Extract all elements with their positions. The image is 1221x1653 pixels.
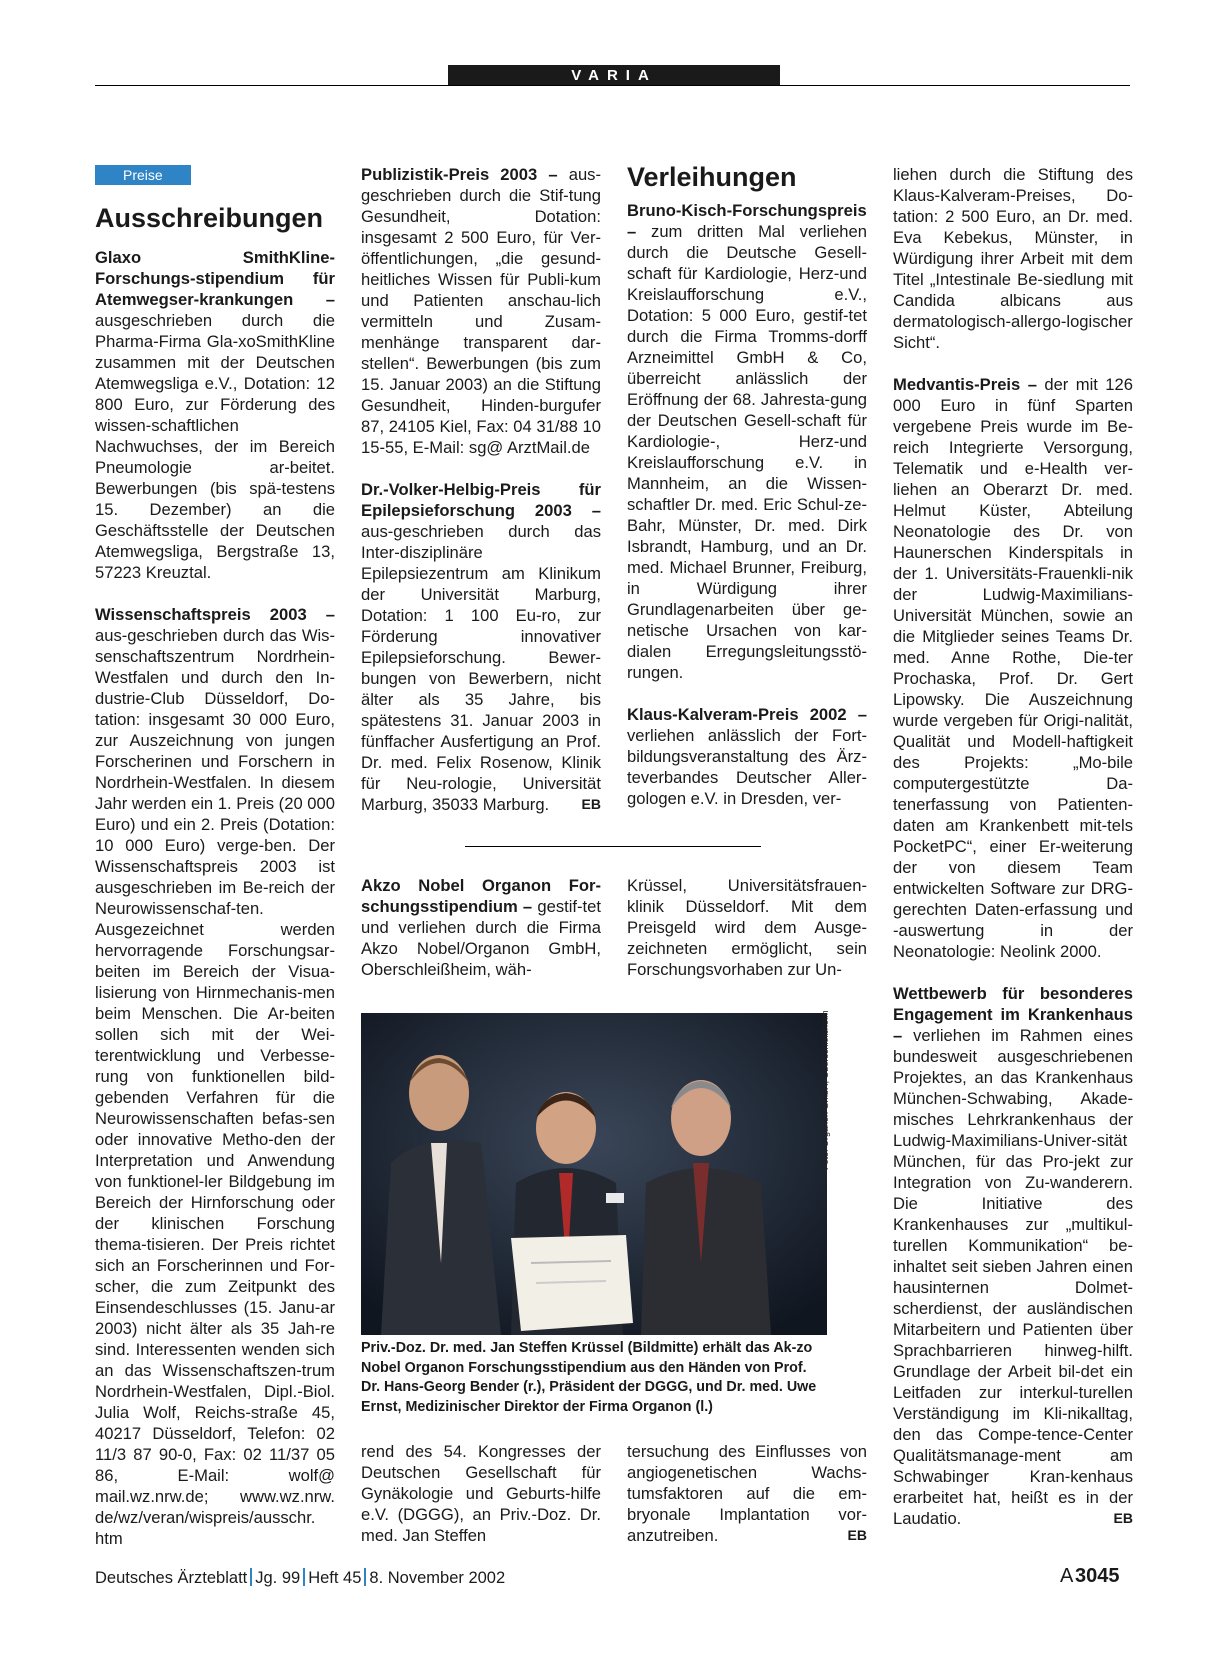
volume: Jg. 99 (255, 1569, 301, 1587)
section-header: VARIA (448, 65, 780, 86)
column-2 (361, 164, 601, 836)
footer-separator (303, 1568, 305, 1586)
article-wissenschaftspreis (95, 604, 335, 1549)
category-tag: Preise (95, 165, 191, 185)
article-title: Wettbewerb für besonderes Engagement im Krankenhaus – (893, 984, 1133, 1045)
column-4 (893, 164, 1133, 1550)
article-body: der mit 126 000 Euro in fünf Sparten vergebene Preis wurde im Be-reich Integrierte Versorgung, Telematik und e-Health ver-liehen an Oberarzt Dr. med. Helmut Küster, Abteilung Neonatologie des Dr. von Haunerschen Kinderspitals in der 1. Universitäts-Frauenkli-nik der Ludwig-Maximilians-Universität München, sowie an die Mitglieder seines Teams Dr. med. Anne Rothe, Die-ter Prochaska, Prof. Dr. Gert Lipowsky. Die Auszeichnung wurde vergeben für Origi-nalität, Qualität und Modell-haftigkeit des Projekts: „Mo-bile computergestützte Da-tenerfassung von Patienten-daten am Krankenbett mit-tels PocketPC“, einer Er-weiterung der von diesem Team entwickelten Software zur DRG-gerechten Daten-erfassung und -auswertung in der Neonatologie: Neolink 2000. (893, 375, 1133, 961)
article-body-para (627, 875, 867, 980)
article-body: gestif-tet und verliehen durch die Firma Akzo Nobel/Organon GmbH, Oberschleißheim, wäh- (361, 897, 602, 979)
article-body: liehen durch die Stiftung des Klaus-Kalveram-Preises, Do-tation: 2 500 Euro, an Dr. med. Eva Kebekus, Münster, in Würdigung ihrer Arbeit mit dem Titel „Intestinale Be-siedlung mit Candida albicans aus dermatologisch-allergo-logischer Sicht“. (893, 165, 1133, 352)
article-kalveram-cont (893, 164, 1133, 353)
article-title: Publizistik-Preis 2003 – (361, 165, 558, 184)
article-helbig (361, 479, 601, 815)
page-number (1060, 1565, 1120, 1588)
author-signature: EB (847, 1527, 867, 1543)
article-title: Akzo Nobel Organon For-schungsstipendium – (361, 876, 601, 916)
journal-name: Deutsches Ärzteblatt (95, 1569, 248, 1587)
photo-caption: Priv.-Doz. Dr. med. Jan Steffen Krüssel (Bildmitte) erhält das Ak-zo Nobel Organon Forschungsstipendium aus den Händen von Prof. Dr. Hans-Georg Bender (r.), Präsident der DGGG, und Dr. med. Uwe Ernst, Medizinischer Direktor der Firma Organon (l.) (361, 1340, 817, 1415)
article-title: Wissenschaftspreis 2003 – (95, 605, 335, 624)
page-prefix: A (1060, 1565, 1074, 1587)
column-1 (95, 164, 335, 1570)
akzo-article-cont (627, 875, 867, 1001)
article-body-para (361, 1441, 601, 1546)
article-body: aus-geschrieben durch das Inter-disziplinäre Epilepsiezentrum am Klinikum der Universität Marburg, Dotation: 1 100 Eu-ro, zur Förderung innovativer Epilepsieforschung. Bewer-bungen von Bewerbern, nicht älter als 35 Jahre, bis spätestens 31. Januar 2003 in fünffacher Ausfertigung an Prof. Dr. med. Felix Rosenow, Klinik für Neu-rologie, Universität Marburg, 35033 Marburg. (361, 522, 601, 814)
article-body: rend des 54. Kongresses der Deutschen Gesellschaft für Gynäkologie und Geburts-hilfe e.V. (DGGG), an Priv.-Doz. Dr. med. Jan Steffen (361, 1442, 601, 1545)
author-signature: EB (581, 796, 601, 812)
article-title: Dr.-Volker-Helbig-Preis für Epilepsieforschung 2003 – (361, 480, 601, 520)
page-number-value: 3045 (1075, 1565, 1120, 1587)
column-3 (627, 164, 867, 830)
article-akzo (361, 875, 601, 980)
award-photo (361, 1013, 827, 1335)
akzo-article-end (361, 1441, 601, 1567)
article-body: verliehen im Rahmen eines bundesweit ausgeschriebenen Projektes, an das Krankenhaus München-Schwabing, Akade-misches Lehrkrankenhaus der Ludwig-Maximilians-Univer-sität München, für das Pro-jekt zur Integration von Zu-wanderern. Die Initiative des Krankenhauses zur „multikul-turellen Kommunikation“ be-inhaltet seit sieben Jahren einen hausinternen Dolmet-scherdienst, der ausländischen Mitarbeitern und Patienten über Sprachbarrieren hinweg-hilft. Grundlage der Arbeit bil-det ein Leitfaden zur interkul-turellen Verständigung im Kli-nikalltag, den das Compe-tence-Center Qualitätsmanage-ment am Schwabinger Kran-kenhaus erarbeitet hat, heißt es in der Laudatio. (893, 1026, 1133, 1528)
footer-citation (95, 1568, 505, 1588)
article-body: tersuchung des Einflusses von angiogenetischen Wachs-tumsfaktoren auf die em-bryonale Implantation vor-anzutreiben. (627, 1442, 867, 1545)
akzo-article-start (361, 875, 601, 1001)
article-bruno-kisch (627, 200, 867, 683)
article-title: Medvantis-Preis – (893, 375, 1037, 394)
article-body: zum dritten Mal verliehen durch die Deutsche Gesell-schaft für Kardiologie, Herz-und Kreislaufforschung e.V., Dotation: 5 000 Euro, gestif-tet durch die Firma Tromms-dorff Arzneimittel GmbH & Co, überreicht anlässlich der Eröffnung der 68. Jahresta-gung der Deutschen Gesell-schaft für Kardiologie-, Herz-und Kreislaufforschung e.V. in Mannheim, an die Wissen-schaftler Dr. med. Eric Schul-ze-Bahr, Münster, Dr. med. Dirk Isbrandt, Hamburg, und an Dr. med. Michael Brunner, Freiburg, in Würdigung ihrer Grundlagenarbeiten über ge-netische Ursachen von kar-dialen Erregungsleitungsstö-rungen. (627, 222, 867, 682)
article-body: ausgeschrieben durch die Pharma-Firma Gla-xoSmithKline zusammen mit der Deutschen Atemwegsliga e.V., Dotation: 12 800 Euro, zur Förderung des wissen-schaftlichen Nachwuchses, der im Bereich Pneumologie ar-beitet. Bewerbungen (bis spä-testens 15. Dezember) an die Geschäftsstelle der Deutschen Atemwegsliga, Bergstraße 13, 57223 Kreuztal. (95, 311, 335, 582)
heading-verleihungen: Verleihungen (627, 162, 797, 192)
article-body: aus-geschrieben durch die Stif-tung Gesundheit, Dotation: insgesamt 2 500 Euro, für Ver-öffentlichungen, „die gesund-heitliches Wissen für Publi-kum und Patienten anschau-lich vermitteln und Zusam-menhänge transparent dar-stellen“. Bewerbungen (bis zum 15. Januar 2003) an die Stiftung Gesundheit, Hinden-burgufer 87, 24105 Kiel, Fax: 04 31/88 10 15-55, E-Mail: sg@ ArztMail.de (361, 165, 602, 457)
heading-ausschreibungen: Ausschreibungen (95, 203, 324, 233)
article-medvantis (893, 374, 1133, 962)
footer-separator (250, 1568, 252, 1586)
article-kalveram (627, 704, 867, 809)
article-title: Glaxo SmithKline-Forschungs-stipendium für Atemwegser-krankungen – (95, 248, 335, 309)
article-title: Klaus-Kalveram-Preis 2002 – (627, 705, 867, 724)
section-divider (465, 846, 761, 847)
article-glaxo (95, 247, 335, 583)
article-body-para (627, 1441, 867, 1546)
footer-separator (364, 1568, 366, 1586)
photo-illustration (361, 1013, 827, 1335)
issue-date: 8. November 2002 (369, 1569, 506, 1587)
header-rule (95, 85, 1130, 86)
article-body: aus-geschrieben durch das Wis-senschaftszentrum Nordrhein-Westfalen und durch den In-dustrie-Club Düsseldorf, Do-tation: insgesamt 30 000 Euro, zur Auszeichnung von jungen Forscherinen und Forschern in Nordrhein-Westfalen. In diesem Jahr werden ein 1. Preis (20 000 Euro) und ein 2. Preis (Dotation: 10 000 Euro) verge-ben. Der Wissenschaftspreis 2003 ist ausgeschrieben im Be-reich der Neurowissenschaf-ten. Ausgezeichnet werden hervorragende Forschungsar-beiten im Bereich der Visua-lisierung von Hirnmechanis-men beim Menschen. Die Ar-beiten sollen sich mit der Wei-terentwicklung und Verbesse-rung von funktionellen bild-gebenden Verfahren für die Neurowissenschaften befas-sen oder innovative Metho-den der Interpretation und Anwendung von funktionel-ler Bildgebung im Bereich der Hirnforschung oder der klinischen Forschung thema-tisieren. Der Preis richtet sich an Forscherinnen und For-scher, die zum Zeitpunkt des Einsendeschlusses (15. Janu-ar 2003) nicht älter als 35 Jah-re sind. Interessenten wenden sich an das Wissenschaftszen-trum Nordrhein-Westfalen, Dipl.-Biol. Julia Wolf, Reichs-straße 45, 40217 Düsseldorf, Telefon: 02 11/3 87 90-0, Fax: 02 11/37 05 86, E-Mail: wolf@ mail.wz.nrw.de; www.wz.nrw. de/wz/veran/wispreis/ausschr. htm (95, 626, 335, 1548)
article-title: Bruno-Kisch-Forschungspreis – (627, 201, 867, 241)
photo-credit: Foto: Organon GmbH, Oberschleißheim (820, 1010, 830, 1170)
article-publizistik (361, 164, 601, 458)
author-signature: EB (1113, 1510, 1133, 1526)
issue: Heft 45 (308, 1569, 362, 1587)
article-body: Krüssel, Universitätsfrauen-klinik Düsseldorf. Mit dem Preisgeld wird dem Ausge-zeichneten ermöglicht, sein Forschungsvorhaben zur Un- (627, 876, 867, 979)
article-body: verliehen anlässlich der Fort-bildungsveranstaltung des Ärz-teverbandes Deutscher Aller-gologen e.V. in Dresden, ver- (627, 726, 867, 808)
article-wettbewerb (893, 983, 1133, 1529)
akzo-article-final (627, 1441, 867, 1567)
